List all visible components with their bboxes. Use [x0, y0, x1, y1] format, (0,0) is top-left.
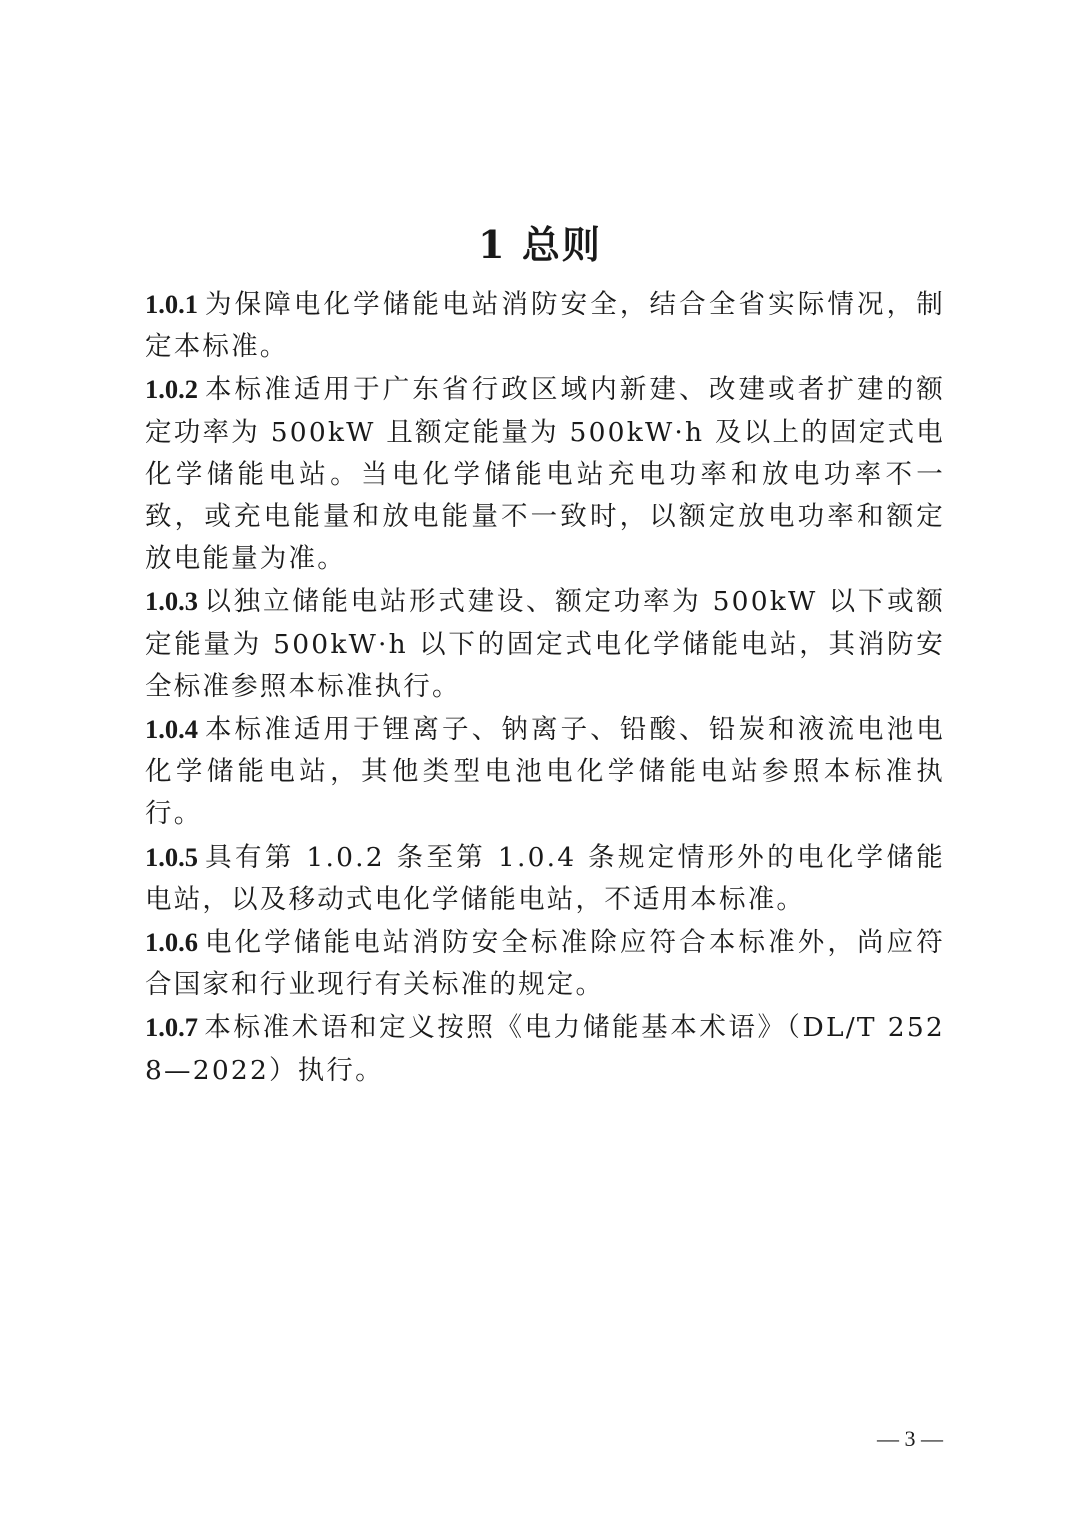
- clause-number: 1.0.3: [145, 586, 198, 617]
- clause: [145, 708, 945, 836]
- page-number: — 3 —: [877, 1426, 943, 1451]
- clause-text: 以独立储能电站形式建设、额定功率为 500kW 以下或额定能量为 500kW·h 以下的固定式电化学储能电站，其消防安全标准参照本标准执行。: [145, 586, 945, 702]
- clause: [145, 283, 945, 368]
- clause-text: 本标准适用于锂离子、钠离子、铅酸、铅炭和液流电池电化学储能电站，其他类型电池电化学储能电站参照本标准执行。: [145, 714, 945, 830]
- clause-number: 1.0.1: [145, 289, 198, 319]
- clause-text: 具有第 1.0.2 条至第 1.0.4 条规定情形外的电化学储能电站，以及移动式电化学储能电站，不适用本标准。: [145, 841, 945, 915]
- clause-list: [145, 283, 945, 1092]
- clause-number: 1.0.6: [145, 927, 198, 958]
- clause-number: 1.0.7: [145, 1012, 198, 1043]
- clause: [145, 580, 945, 708]
- section-title: 1 总则: [478, 222, 602, 268]
- clause-number: 1.0.5: [145, 841, 198, 872]
- clause-number: 1.0.4: [145, 714, 198, 745]
- clause-text: 本标准术语和定义按照《电力储能基本术语》（DL/T 2528—2022）执行。: [145, 1012, 945, 1086]
- clause-text: 电化学储能电站消防安全标准除应符合本标准外，尚应符合国家和行业现行有关标准的规定。: [145, 927, 945, 1001]
- clause: [145, 921, 945, 1006]
- clause: [145, 368, 945, 580]
- clause: [145, 1006, 945, 1091]
- clause: [145, 836, 945, 921]
- clause-text: 本标准适用于广东省行政区域内新建、改建或者扩建的额定功率为 500kW 且额定能量为 500kW·h 及以上的固定式电化学储能电站。当电化学储能电站充电功率和放电功率不一致，或充电能量和放电能量不一致时，以额定放电功率和额定放电能量为准。: [145, 374, 945, 575]
- clause-number: 1.0.2: [145, 374, 198, 405]
- clause-text: 为保障电化学储能电站消防安全，结合全省实际情况，制定本标准。: [145, 289, 945, 363]
